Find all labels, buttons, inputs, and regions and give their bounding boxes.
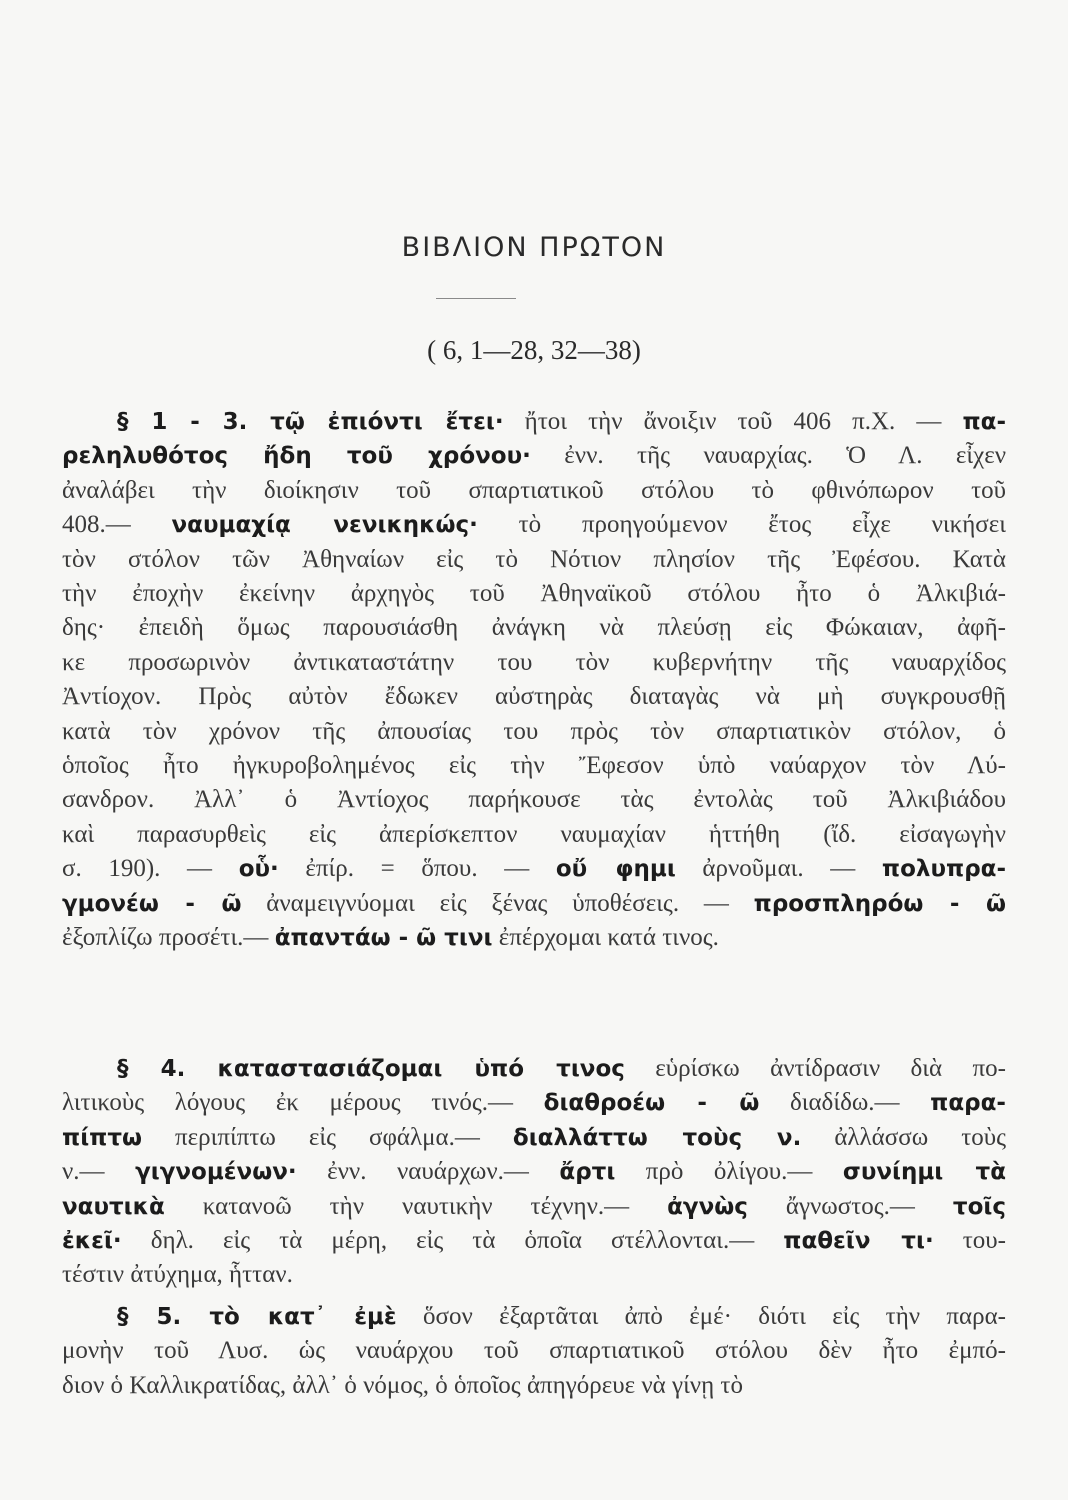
lemma-term: πα- [962, 409, 1006, 435]
gloss-text: τὸ προηγούμενον ἔτος εἶχε νικήσει [477, 511, 1006, 539]
gloss-text: ἀλλάσσω τοὺς [801, 1123, 1006, 1151]
lemma-term: ναυμαχίᾳ νενικηκώς· [171, 512, 478, 539]
text-line [62, 646, 1006, 680]
gloss-text: διον ὁ Καλλικρατίδας, ἀλλ᾽ ὁ νόμος, ὁ ὁποῖος ἀπηγόρευε νὰ γίνῃ τὸ [62, 1371, 743, 1399]
gloss-text: ν.— [62, 1158, 136, 1186]
gloss-text: του- [933, 1227, 1006, 1254]
text-line [62, 1258, 1006, 1292]
text-line [62, 1155, 1006, 1189]
gloss-text: καὶ παρασυρθεὶς εἰς ἀπερίσκεπτον ναυμαχίαν ἡττήθη (ἴδ. εἰσαγωγὴν [62, 820, 1006, 848]
gloss-text: κατὰ τὸν χρόνον τῆς ἀπουσίας του πρὸς τὸν σπαρτιατικὸν στόλον, ὁ [62, 717, 1006, 745]
gloss-text: ἐξοπλίζω προσέτι.— [62, 924, 275, 951]
gloss-text: μονὴν τοῦ Λυσ. ὡς ναυάρχου τοῦ σπαρτιατικοῦ στόλου δὲν ἦτο ἐμπό- [62, 1337, 1006, 1365]
lemma-term: ἀπαντάω - ῶ τινι [274, 925, 493, 951]
lemma-term: ἐκεῖ· [62, 1228, 122, 1254]
heading-divider [436, 298, 516, 299]
lemma-term: οὗ· [238, 856, 279, 883]
gloss-text: ὁποῖος ἦτο ἠγκυροβολημένος εἰς τὴν Ἔφεσον ὑπὸ ναύαρχον τὸν Λύ- [62, 752, 1006, 779]
lemma-term: γμονέω - ῶ [62, 890, 242, 917]
text-line [62, 715, 1006, 749]
lemma-term: συνίημι τὰ [842, 1159, 1006, 1186]
text-line [62, 439, 1006, 473]
lemma-term: § 1 - 3. τῷ ἐπιόντι ἔτει· [117, 409, 504, 435]
lemma-term: παθεῖν τι· [783, 1228, 934, 1254]
text-line [62, 680, 1006, 714]
text-line [62, 508, 1006, 542]
text-line [62, 1086, 1006, 1120]
text-line [117, 1052, 1006, 1086]
gloss-text: ἐνν. τῆς ναυαρχίας. Ὁ Λ. εἶχεν [530, 442, 1006, 470]
gloss-text: πρὸ ὀλίγου.— [615, 1158, 843, 1186]
page-heading: ΒΙΒΛΙΟΝ ΠΡΩΤΟΝ [401, 232, 667, 263]
lemma-term: γιγνομένων· [135, 1159, 297, 1186]
lemma-term: ἄρτι [559, 1159, 616, 1186]
gloss-text: διαδίδω.— [759, 1089, 931, 1117]
gloss-text: δηλ. εἰς τὰ μέρη, εἰς τὰ ὁποῖα στέλλονται.— [121, 1227, 784, 1254]
gloss-text: ἐνν. ναυάρχων.— [296, 1158, 560, 1186]
lemma-term: § 4. καταστασιάζομαι ὑπό τινος [117, 1056, 625, 1082]
gloss-text: κατανοῶ τὴν ναυτικὴν τέχνην.— [164, 1192, 668, 1220]
chapter-reference: ( 6, 1—28, 32—38) [427, 335, 641, 365]
lemma-term: τοῖς [952, 1193, 1006, 1220]
text-line [62, 1224, 1006, 1258]
gloss-text: εὑρίσκω ἀντίδρασιν διὰ πο- [624, 1055, 1006, 1082]
gloss-text: σ. 190). — [62, 855, 239, 883]
gloss-text: τὴν ἐποχὴν ἐκείνην ἀρχηγὸς τοῦ Ἀθηναϊκοῦ στόλου ἦτο ὁ Ἀλκιβιά- [62, 580, 1006, 607]
text-line [62, 921, 1006, 955]
text-line [62, 474, 1006, 508]
text-line [62, 577, 1006, 611]
text-line [62, 749, 1006, 783]
lemma-term: ἀγνὼς [667, 1193, 748, 1220]
text-line [62, 1190, 1006, 1224]
gloss-text: κε προσωρινὸν ἀντικαταστάτην του τὸν κυβερνήτην τῆς ναυαρχίδος [62, 648, 1006, 676]
text-line [62, 1121, 1006, 1155]
text-line [62, 818, 1006, 852]
text-line [62, 887, 1006, 921]
gloss-text: ὅσον ἐξαρτᾶται ἀπὸ ἐμέ· διότι εἰς τὴν παρα- [396, 1303, 1006, 1330]
gloss-text: ἄγνωστος.— [747, 1192, 953, 1220]
gloss-text: ἤτοι τὴν ἄνοιξιν τοῦ 406 π.Χ. — [503, 408, 963, 435]
gloss-text: ἐπέρχομαι κατά τινος. [492, 924, 719, 951]
gloss-text: Ἀντίοχον. Πρὸς αὐτὸν ἔδωκεν αὐστηρὰς διαταγὰς νὰ μὴ συγκρουσθῇ [62, 683, 1006, 711]
gloss-text: 408.— [62, 511, 172, 539]
lemma-term: πίπτω [62, 1124, 143, 1151]
lemma-term: παρα- [930, 1090, 1006, 1117]
text-line [62, 543, 1006, 577]
lemma-term: πολυπρα- [881, 856, 1006, 883]
text-line [62, 852, 1006, 886]
gloss-text: δης· ἐπειδὴ ὅμως παρουσιάσθη ἀνάγκη νὰ πλεύσῃ εἰς Φώκαιαν, ἀφῆ- [62, 614, 1006, 642]
gloss-text: περιπίπτω εἰς σφάλμα.— [142, 1123, 513, 1151]
gloss-text: ἀναλάβει τὴν διοίκησιν τοῦ σπαρτιατικοῦ στόλου τὸ φθινόπωρον τοῦ [62, 476, 1006, 504]
lemma-term: οὔ φημι [555, 856, 676, 883]
text-line [117, 405, 1006, 439]
text-line [62, 611, 1006, 645]
gloss-text: τέστιν ἀτύχημα, ἧτταν. [62, 1261, 293, 1289]
lemma-term: § 5. τὸ κατ᾽ ἐμὲ [117, 1304, 397, 1330]
text-line [62, 1369, 1006, 1403]
gloss-text: ἀρνοῦμαι. — [675, 855, 882, 883]
lemma-term: ναυτικὰ [62, 1193, 165, 1220]
lemma-term: διαλλάττω τοὺς ν. [512, 1124, 802, 1151]
text-line [62, 1334, 1006, 1368]
gloss-text: λιτικοὺς λόγους ἐκ μέρους τινός.— [62, 1089, 544, 1117]
lemma-term: ρεληλυθότος ἤδη τοῦ χρόνου· [62, 443, 531, 470]
text-line [62, 783, 1006, 817]
lemma-term: διαθροέω - ῶ [543, 1090, 760, 1117]
lemma-term: προσπληρόω - ῶ [753, 890, 1006, 917]
gloss-text: σανδρον. Ἀλλ᾽ ὁ Ἀντίοχος παρήκουσε τὰς ἐντολὰς τοῦ Ἀλκιβιάδου [62, 786, 1006, 814]
gloss-text: τὸν στόλον τῶν Ἀθηναίων εἰς τὸ Νότιον πλησίον τῆς Ἐφέσου. Κατὰ [62, 545, 1006, 573]
text-line [117, 1300, 1006, 1334]
gloss-text: ἐπίρ. = ὅπου. — [278, 855, 556, 883]
gloss-text: ἀναμειγνύομαι εἰς ξένας ὑποθέσεις. — [241, 889, 754, 917]
